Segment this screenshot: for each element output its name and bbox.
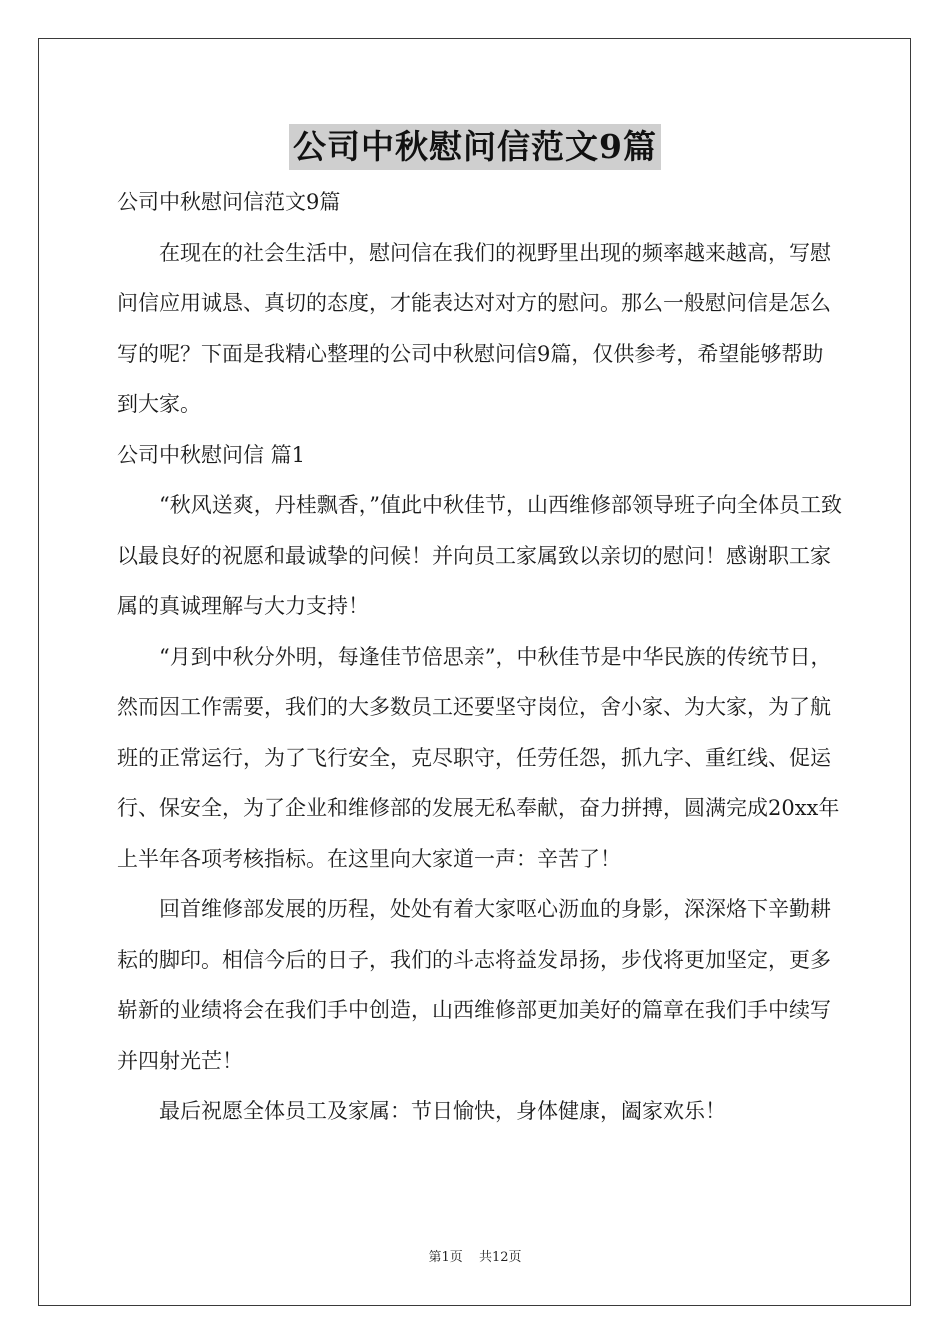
- title-container: [0, 124, 950, 170]
- body-paragraph-1: “秋风送爽，丹桂飘香，”值此中秋佳节，山西维修部领导班子向全体员工致以最良好的祝愿和最诚挚的问候！并向员工家属致以亲切的慰问！感谢职工家属的真诚理解与大力支持！: [117, 493, 842, 618]
- document-title: 公司中秋慰问信范文9篇: [289, 124, 661, 170]
- document-subtitle: 公司中秋慰问信范文9篇: [117, 190, 341, 214]
- body-paragraph-4: 最后祝愿全体员工及家属：节日愉快，身体健康，阖家欢乐！: [159, 1099, 726, 1123]
- body-paragraph-2: “月到中秋分外明，每逢佳节倍思亲”，中秋佳节是中华民族的传统节日，然而因工作需要，我们的大多数员工还要坚守岗位，舍小家、为大家，为了航班的正常运行，为了飞行安全，克尽职守，任劳任怨，抓九字、重红线、促运行、保安全，为了企业和维修部的发展无私奉献，奋力拼搏，圆满完成20xx年上半年各项考核指标。在这里向大家道一声：辛苦了！: [117, 644, 840, 871]
- page-number: 第1页: [428, 1250, 463, 1265]
- page-total: 共12页: [478, 1250, 522, 1265]
- body-paragraph-3: 回首维修部发展的历程，处处有着大家呕心沥血的身影，深深烙下辛勤耕耘的脚印。相信今后的日子，我们的斗志将益发昂扬，步伐将更加坚定，更多崭新的业绩将会在我们手中创造，山西维修部更加美好的篇章在我们手中续写并四射光芒！: [117, 897, 831, 1073]
- page-footer: [0, 1246, 950, 1265]
- intro-paragraph: 在现在的社会生活中，慰问信在我们的视野里出现的频率越来越高，写慰问信应用诚恳、真切的态度，才能表达对对方的慰问。那么一般慰问信是怎么写的呢？下面是我精心整理的公司中秋慰问信9篇，仅供参考，希望能够帮助到大家。: [117, 240, 831, 416]
- document-body: [117, 177, 842, 1137]
- section-heading: 公司中秋慰问信 篇1: [117, 442, 306, 467]
